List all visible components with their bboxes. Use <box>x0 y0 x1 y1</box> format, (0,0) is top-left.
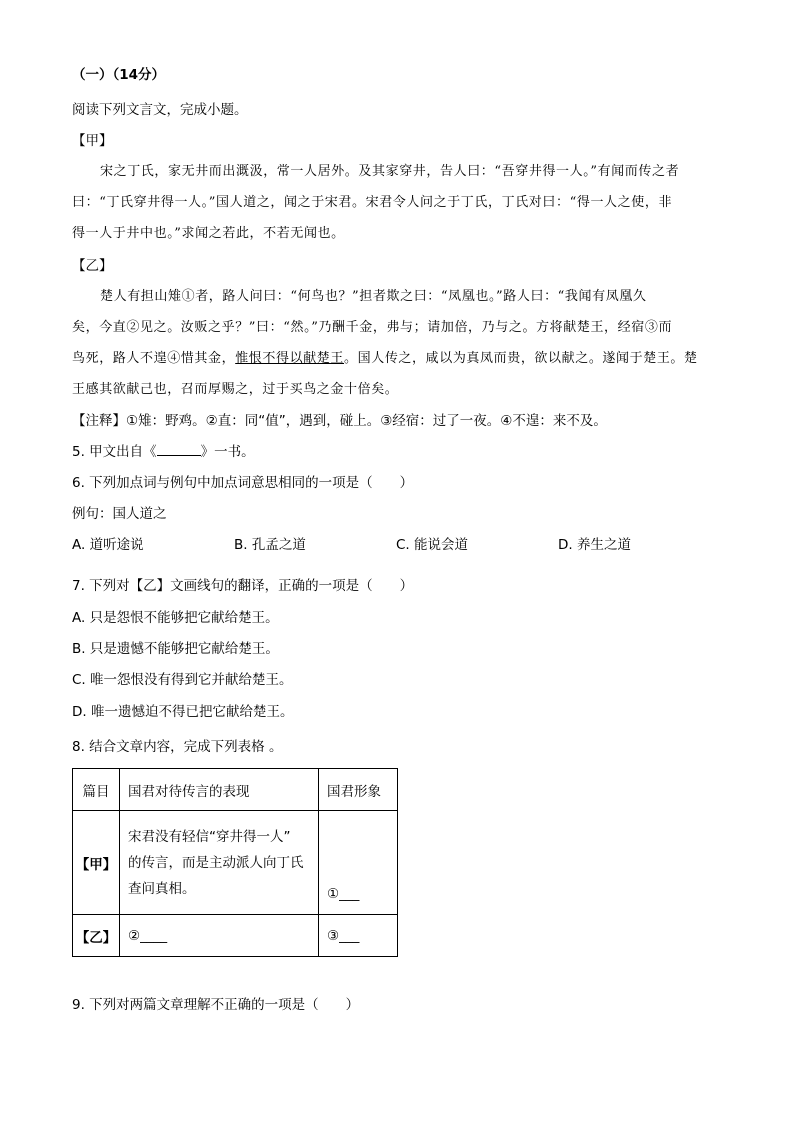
image-answer-3[interactable]: ③___ <box>319 915 398 957</box>
question-9-stem: 9. 下列对两篇文章理解不正确的一项是（ ） <box>72 997 360 1013</box>
passage-b-line: 王感其欲献己也，召而厚赐之，过于买鸟之金十倍矣。 <box>72 382 399 397</box>
passage-a-line: 宋之丁氏，家无井而出溉汲，常一人居外。及其家穿井，告人曰：“吾穿井得一人。”有闻而传之者 <box>100 164 680 179</box>
q6-option-d[interactable]: D. 养生之道 <box>558 537 631 553</box>
q7-option-b[interactable]: B. 只是遗憾不能够把它献给楚王。 <box>72 641 279 657</box>
question-8-stem: 8. 结合文章内容，完成下列表格 。 <box>72 739 283 755</box>
notes: 【注释】①雉：野鸡。②直：同“值”，遇到，碰上。③经宿：过了一夜。④不遑：来不及。 <box>72 413 607 429</box>
cell-line: 查问真相。 <box>128 880 196 897</box>
table-row <box>73 915 398 957</box>
cell-line: 宋君没有轻信“穿井得一人” <box>128 828 291 845</box>
table-row <box>73 811 398 915</box>
underlined-sentence: 惟恨不得以献楚王 <box>235 351 345 366</box>
section-title: （一）（14分） <box>72 67 166 83</box>
question-5 <box>72 443 255 461</box>
passage-b-label: 【乙】 <box>72 258 113 274</box>
question-7-stem: 7. 下列对【乙】文画线句的翻译，正确的一项是（ ） <box>72 578 414 594</box>
instruction: 阅读下列文言文，完成小题。 <box>72 102 248 118</box>
row-label: 【乙】 <box>73 915 120 957</box>
q6-option-a[interactable]: A. 道听途说 <box>72 537 144 553</box>
q7-option-c[interactable]: C. 唯一怨恨没有得到它并献给楚王。 <box>72 672 293 688</box>
passage-a-line: 得一人于井中也。”求闻之若此，不若无闻也。 <box>72 226 345 241</box>
passage-b-text: 鸟死，路人不遑④惜其金， <box>72 351 236 366</box>
cell-line: 的传言，而是主动派人向丁氏 <box>128 854 304 871</box>
header-cell: 国君对待传言的表现 <box>120 769 319 811</box>
image-answer-1[interactable]: ①___ <box>319 811 398 915</box>
behavior-cell <box>120 811 319 915</box>
question-6-stem: 6. 下列加点词与例句中加点词意思相同的一项是（ ） <box>72 475 414 491</box>
passage-a-label: 【甲】 <box>72 133 113 149</box>
q6-option-b[interactable]: B. 孔孟之道 <box>234 537 306 553</box>
q5-text: 》一书。 <box>200 444 255 460</box>
header-cell: 篇目 <box>73 769 120 811</box>
passage-b-line: 楚人有担山雉①者，路人问曰：“何鸟也？”担者欺之曰：“凤凰也。”路人曰：“我闻有凤凰久 <box>100 289 647 304</box>
q7-option-a[interactable]: A. 只是怨恨不能够把它献给楚王。 <box>72 610 279 626</box>
behavior-answer-2[interactable]: ②____ <box>120 915 319 957</box>
table-header-row <box>73 769 398 811</box>
answer-table <box>72 768 398 957</box>
header-cell: 国君形象 <box>319 769 398 811</box>
passage-a-line: 曰：“丁氏穿井得一人。”国人道之，闻之于宋君。宋君令人问之于丁氏，丁氏对曰：“得一人之使，非 <box>72 195 673 210</box>
q6-option-c[interactable]: C. 能说会道 <box>396 537 469 553</box>
q5-text: 5. 甲文出自《 <box>72 444 157 460</box>
passage-b-line: 矣，今直②见之。汝贩之乎？”曰：“然。”乃酬千金，弗与；请加倍，乃与之。方将献楚王，经宿③而 <box>72 320 673 335</box>
q7-option-d[interactable]: D. 唯一遗憾迫不得已把它献给楚王。 <box>72 704 294 720</box>
passage-b-text: 。国人传之，咸以为真凤而贵，欲以献之。遂闻于楚王。楚 <box>344 351 698 366</box>
q5-answer-blank[interactable] <box>157 443 201 456</box>
row-label: 【甲】 <box>73 811 120 915</box>
passage-b-line-3 <box>72 350 698 368</box>
question-6-example: 例句：国人道之 <box>72 506 167 522</box>
